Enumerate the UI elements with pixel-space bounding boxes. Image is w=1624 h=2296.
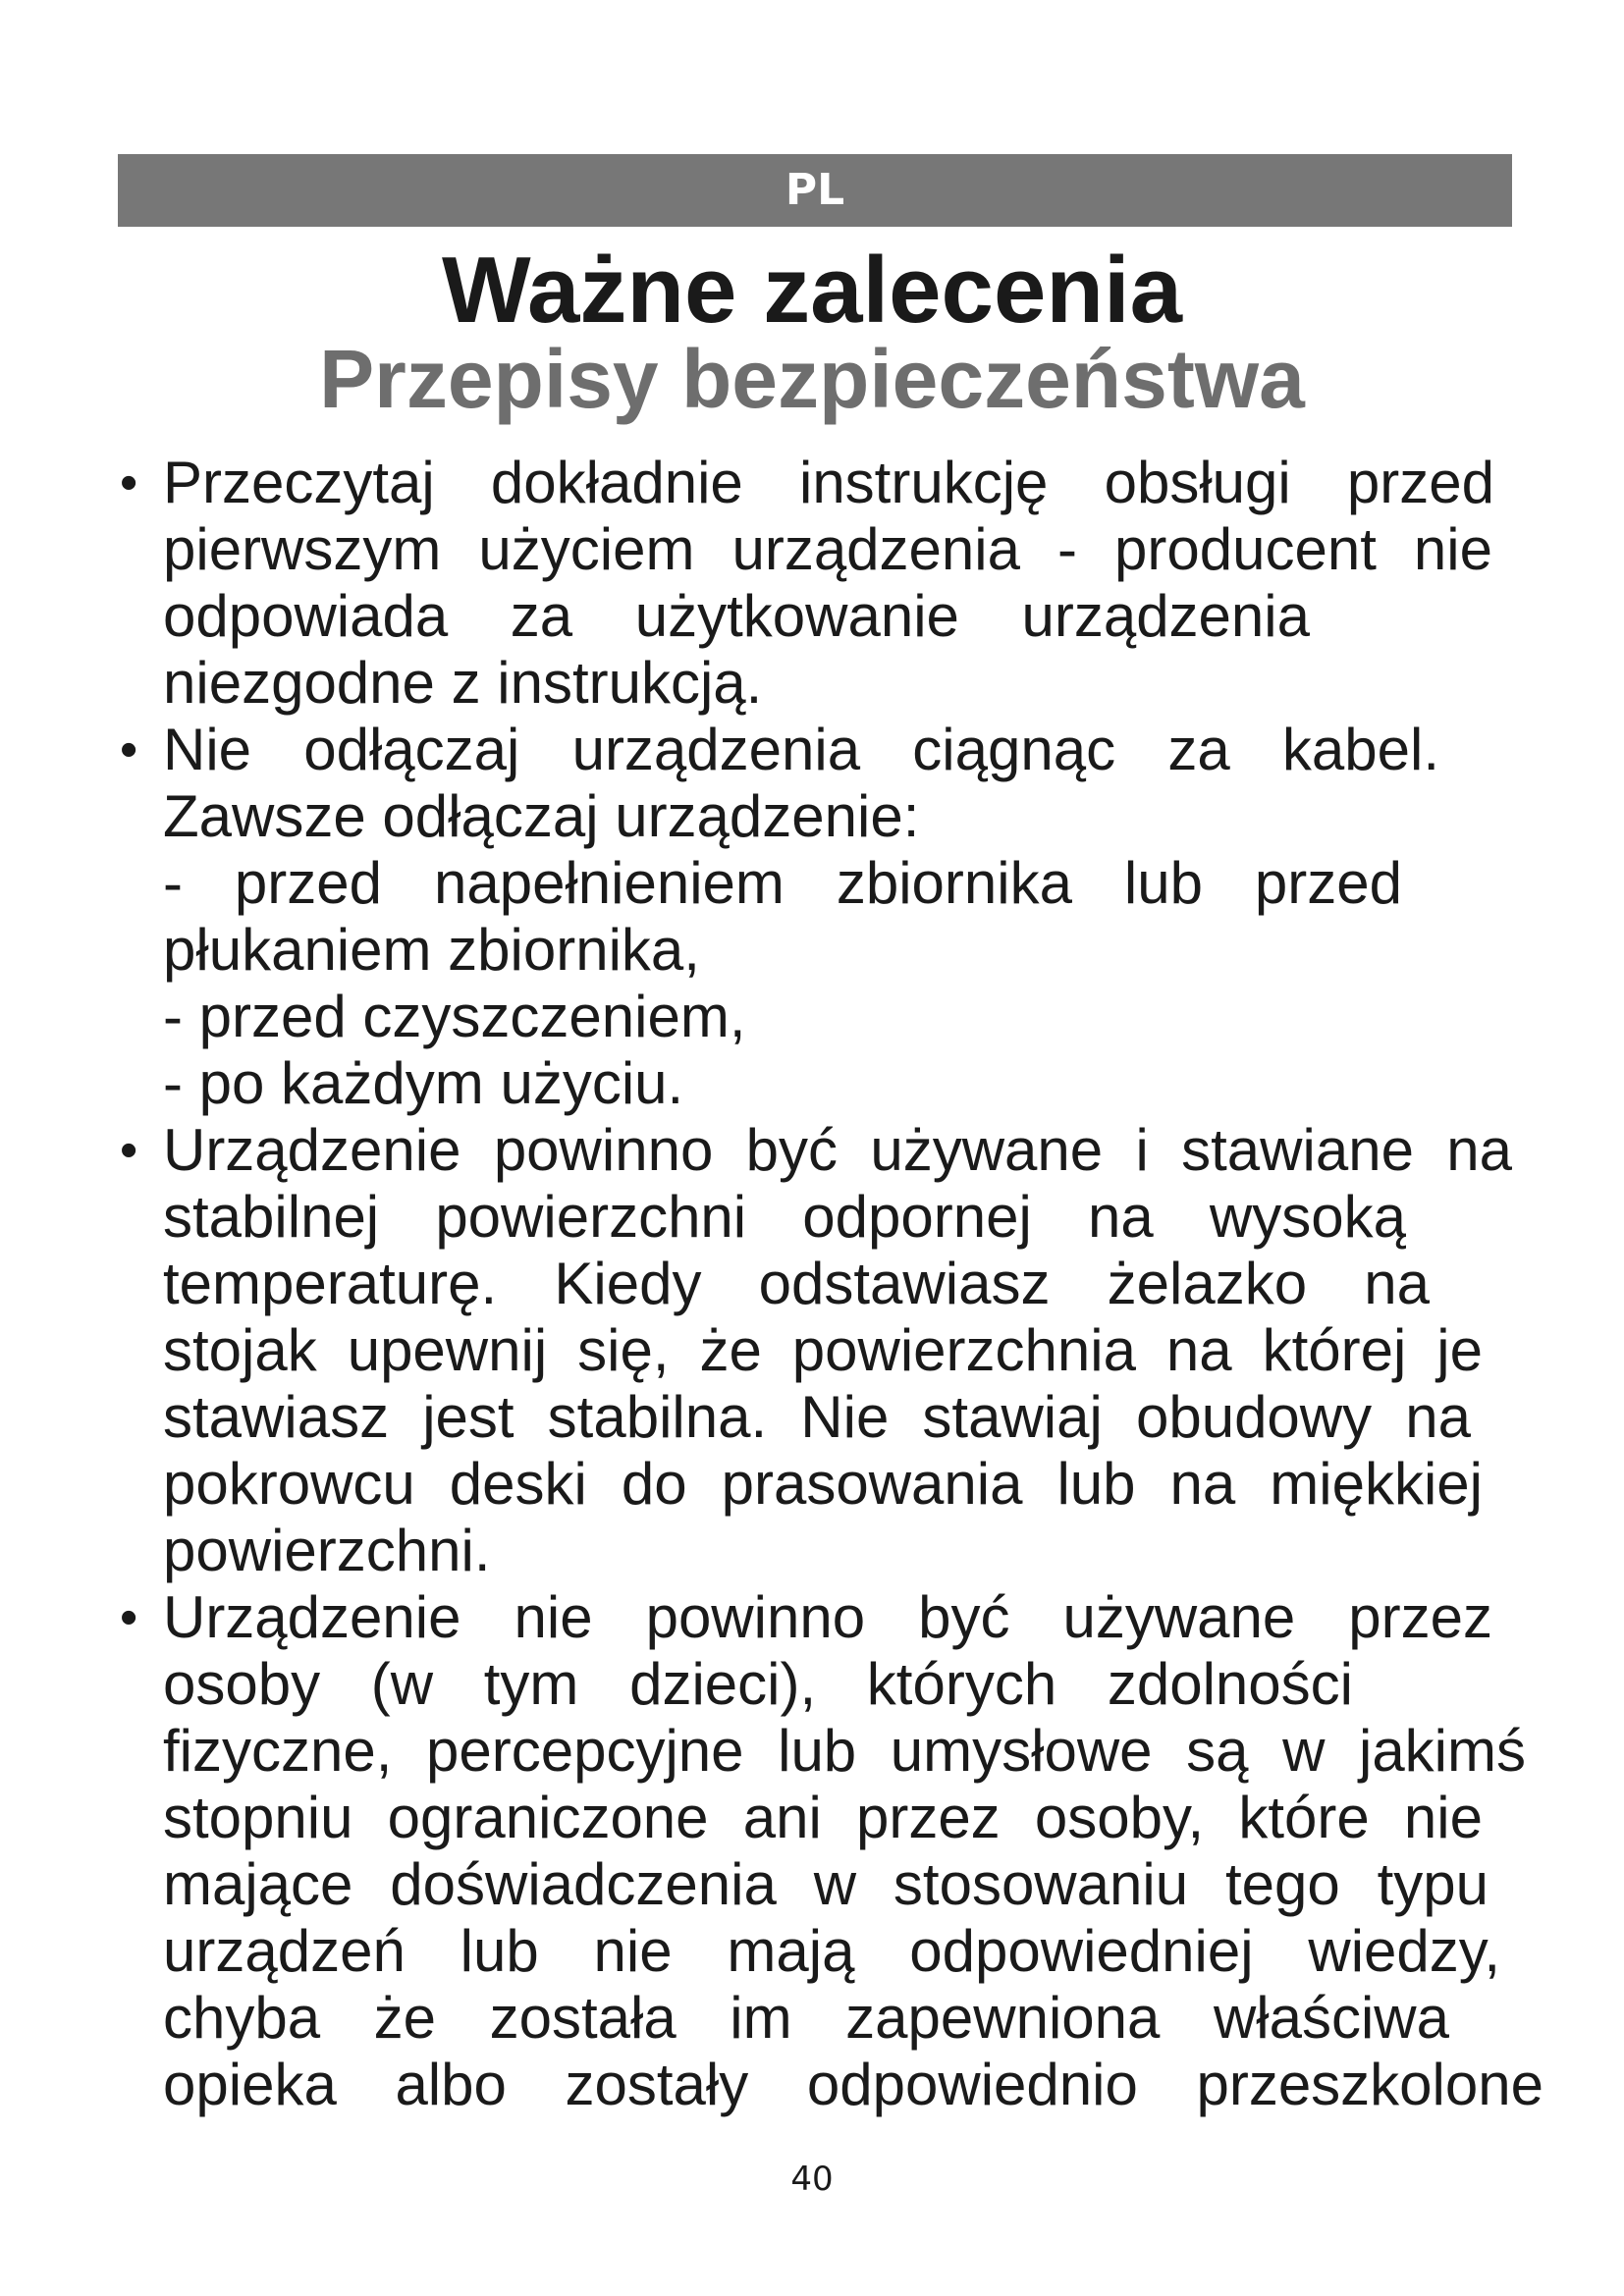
text-line: Przeczytaj dokładnie instrukcję obsługi przed	[163, 450, 1494, 515]
text-line: powierzchni.	[163, 1518, 491, 1583]
page-title: Ważne zalecenia	[441, 238, 1183, 343]
list-item	[116, 717, 1559, 1117]
bullet-icon: •	[120, 721, 138, 778]
text-line: stabilnej powierzchni odpornej na wysoką	[163, 1184, 1406, 1250]
text-line: płukaniem zbiornika,	[163, 917, 700, 983]
text-line: pokrowcu deski do prasowania lub na miękkiej	[163, 1451, 1483, 1517]
page-subtitle: Przepisy bezpieczeństwa	[319, 333, 1305, 425]
text-line: stopniu ograniczone ani przez osoby, które nie	[163, 1785, 1483, 1850]
text-line: - po każdym użyciu.	[163, 1050, 684, 1116]
list-item	[116, 450, 1559, 717]
language-header-bar	[118, 154, 1512, 227]
text-line: fizyczne, percepcyjne lub umysłowe są w jakimś	[163, 1718, 1526, 1784]
text-line: opieka albo zostały odpowiednio przeszkolone	[163, 2052, 1543, 2117]
bullet-icon: •	[120, 1122, 138, 1179]
page-number: 40	[790, 2160, 834, 2199]
text-line: - przed czyszczeniem,	[163, 984, 746, 1049]
text-line: temperaturę. Kiedy odstawiasz żelazko na	[163, 1251, 1430, 1316]
text-line: chyba że została im zapewniona właściwa	[163, 1985, 1449, 2051]
text-line: Urządzenie nie powinno być używane przez	[163, 1584, 1492, 1650]
bullet-icon: •	[120, 454, 138, 511]
text-line: pierwszym użyciem urządzenia - producent nie	[163, 516, 1492, 582]
text-line: mające doświadczenia w stosowaniu tego typu	[163, 1851, 1489, 1917]
safety-instructions-list	[116, 450, 1559, 2118]
text-line: Zawsze odłączaj urządzenie:	[163, 783, 920, 849]
text-line: urządzeń lub nie mają odpowiedniej wiedzy,	[163, 1918, 1500, 1984]
text-line: stojak upewnij się, że powierzchnia na której je	[163, 1317, 1483, 1383]
text-line: niezgodne z instrukcją.	[163, 650, 763, 716]
text-line: stawiasz jest stabilna. Nie stawiaj obudowy na	[163, 1384, 1471, 1450]
list-item	[116, 1584, 1559, 2118]
list-item	[116, 1117, 1559, 1584]
text-line: osoby (w tym dzieci), których zdolności	[163, 1651, 1353, 1717]
text-line: Nie odłączaj urządzenia ciągnąc za kabel.	[163, 717, 1439, 782]
text-line: Urządzenie powinno być używane i stawiane na	[163, 1117, 1512, 1183]
text-line: - przed napełnieniem zbiornika lub przed	[163, 850, 1402, 916]
text-line: odpowiada za użytkowanie urządzenia	[163, 583, 1310, 649]
bullet-icon: •	[120, 1589, 138, 1646]
language-code: PL	[785, 165, 845, 215]
